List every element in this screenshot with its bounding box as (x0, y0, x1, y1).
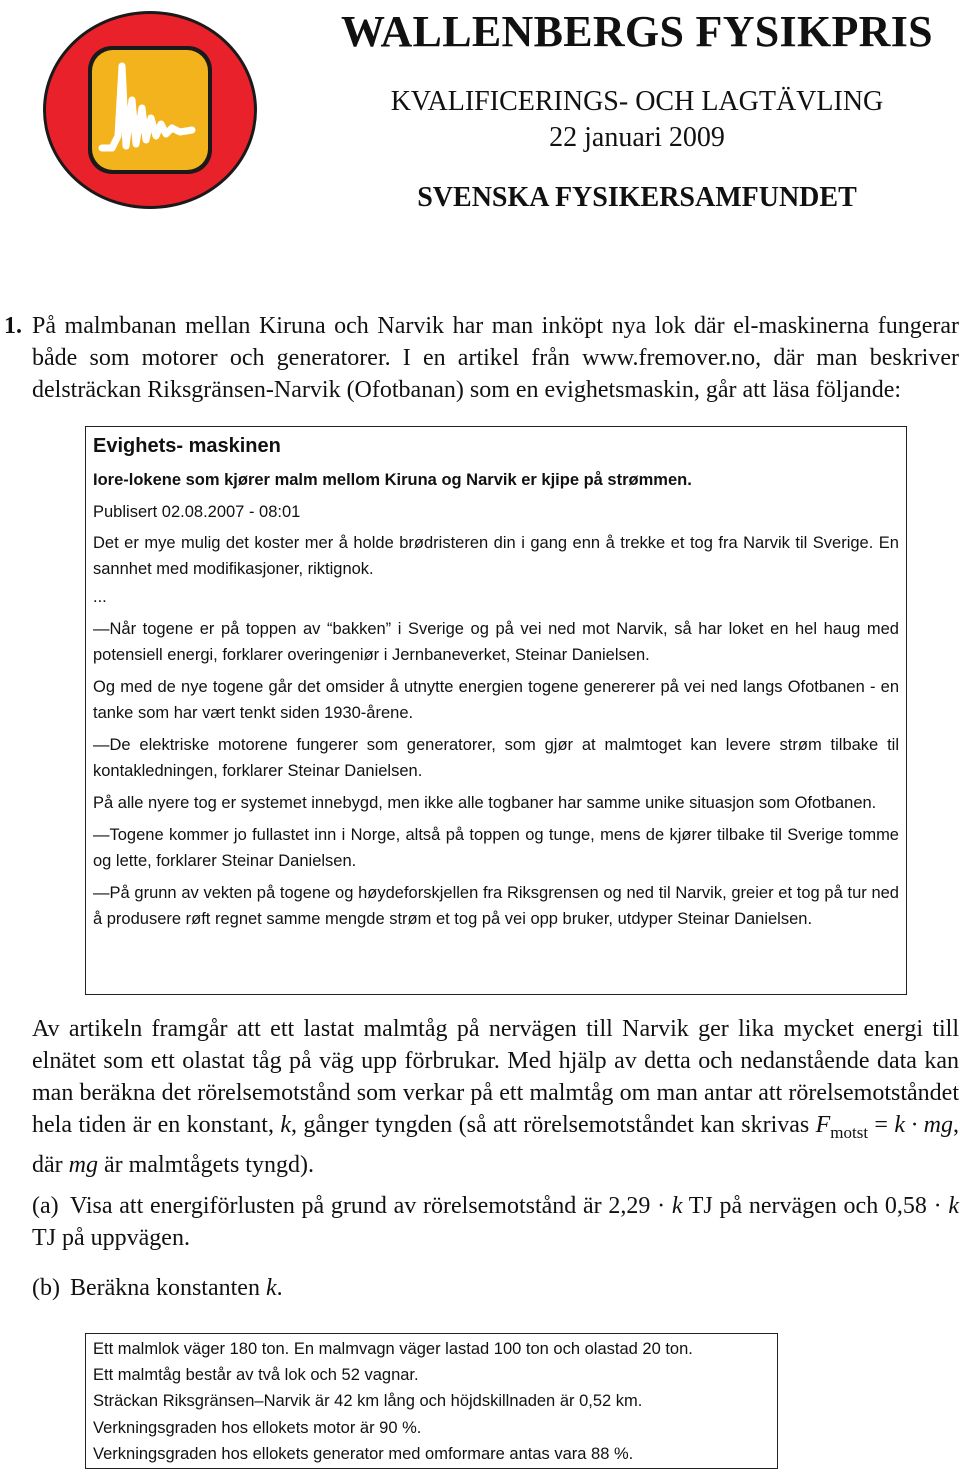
organization-name: SVENSKA FYSIKERSAMFUNDET (417, 182, 857, 213)
body-text-2: , gånger tyngden (så att rörelsemotståndet kan skrivas (290, 1112, 816, 1138)
question-number: 1. (4, 313, 22, 339)
body-text-4: är malmtågets tyngd). (98, 1151, 314, 1178)
article-published-date: Publisert 02.08.2007 - 08:01 (93, 503, 301, 521)
part-b (32, 1272, 959, 1304)
symbol-F: F (815, 1112, 831, 1138)
article-headline: Evighets- maskinen (93, 435, 281, 457)
data-line: Ett malmtåg består av två lok och 52 vagnar. (93, 1366, 419, 1385)
part-b-end: . (276, 1275, 283, 1301)
article-lede: Iore-lokene som kjører malm mellom Kiruna og Narvik er kjipe på strømmen. (93, 471, 692, 489)
formula-k-mg: k · mg (894, 1112, 953, 1138)
part-a (32, 1190, 959, 1254)
competition-subtitle: KVALIFICERINGS- OCH LAGTÄVLING (390, 86, 884, 117)
data-line: Verkningsgraden hos ellokets generator med omformare antas vara 88 %. (93, 1444, 634, 1463)
part-a-text-1: Visa att energiförlusten på grund av rörelsemotstånd är 2,29 · (70, 1193, 672, 1219)
article-paragraph: Og med de nye togene går det omsider å utnytte energien togene genererer på vei ned langs Ofotbanen - en tanke som har vært tenkt siden 1930-årene. (93, 678, 899, 722)
part-a-text-2: TJ på nervägen och 0,58 · (682, 1193, 949, 1219)
question-intro-text: På malmbanan mellan Kiruna och Narvik har man inköpt nya lok där el-maskinerna fungerar både som motorer och generatorer. I en artikel från www.fremover.no, där man beskriver delsträckan Riksgränsen-Narvik (Ofotbanan) som en evighetsmaskin, går att läsa följande: (32, 313, 959, 403)
symbol-k: k (280, 1112, 291, 1138)
body-text-1: Av artikeln framgår att ett lastat malmtåg på nervägen till Narvik ger lika mycket energi till elnätet som ett olastat tåg på väg upp förbrukar. Med hjälp av detta och nedanstående data kan man beräkna det rörelsemotstånd som verkar på ett malmtåg om man antar att rörelsemotståndet hela tiden är en konstant, (32, 1016, 959, 1138)
problem-description (32, 1013, 959, 1181)
symbol-k: k (948, 1193, 960, 1219)
article-paragraph: —De elektriske motorene fungerer som generatorer, som gjør at malmtoget kan levere strøm tilbake til kontakledningen, forklarer Steinar Danielsen. (93, 736, 899, 780)
symbol-k: k (265, 1275, 277, 1301)
article-ellipsis: ... (93, 588, 107, 606)
data-line: Ett malmlok väger 180 ton. En malmvagn väger lastad 100 ton och olastad 20 ton. (93, 1340, 693, 1358)
article-excerpt-box (85, 426, 907, 995)
article-paragraph: —Når togene er på toppen av “bakken” i Sverige og på vei ned mot Narvik, så har loket en hel haug med potensiell energi, forklarer overingeniør i Jernbaneverket, Steinar Danielsen. (93, 620, 899, 664)
article-paragraph: Det er mye mulig det koster mer å holde brødristeren din i gang enn å trekke et tog fra Narvik til Sverige. En sannhet med modifikasjoner, riktignok. (93, 534, 899, 578)
given-data-box (85, 1333, 778, 1469)
part-a-label: (a) (32, 1193, 59, 1219)
article-paragraph: —På grunn av vekten på togene og høydeforskjellen fra Riksgrensen og ned til Narvik, greier et tog på tur ned å produsere røft regnet samme mengde strøm et tog på vei opp bruker, utdyper Steinar Danielsen. (93, 884, 899, 928)
wave-logo-icon (40, 8, 260, 212)
equals-sign: = (868, 1112, 895, 1138)
part-a-text-3: TJ på uppvägen. (32, 1225, 190, 1251)
article-paragraph: —Togene kommer jo fullastet inn i Norge, altså på toppen og tunge, mens de kjører tilbake til Sverige tomme og lette, forklarer Steinar Danielsen. (93, 826, 899, 870)
data-line: Sträckan Riksgränsen–Narvik är 42 km lång och höjdskillnaden är 0,52 km. (93, 1392, 643, 1411)
symbol-F-subscript: motst (830, 1122, 869, 1142)
part-b-text: Beräkna konstanten (70, 1275, 266, 1301)
question-intro (4, 310, 959, 406)
body-text-3: , där (32, 1112, 959, 1178)
symbol-mg: mg (68, 1151, 98, 1178)
page-title: WALLENBERGS FYSIKPRIS (341, 7, 933, 56)
article-paragraph: På alle nyere tog er systemet innebygd, men ikke alle togbaner har samme unike situasjon som Ofotbanen. (93, 794, 877, 812)
symbol-k: k (671, 1193, 683, 1219)
part-b-label: (b) (32, 1275, 60, 1301)
data-line: Verkningsgraden hos ellokets motor är 90 %. (93, 1418, 422, 1437)
competition-date: 22 januari 2009 (549, 122, 725, 153)
